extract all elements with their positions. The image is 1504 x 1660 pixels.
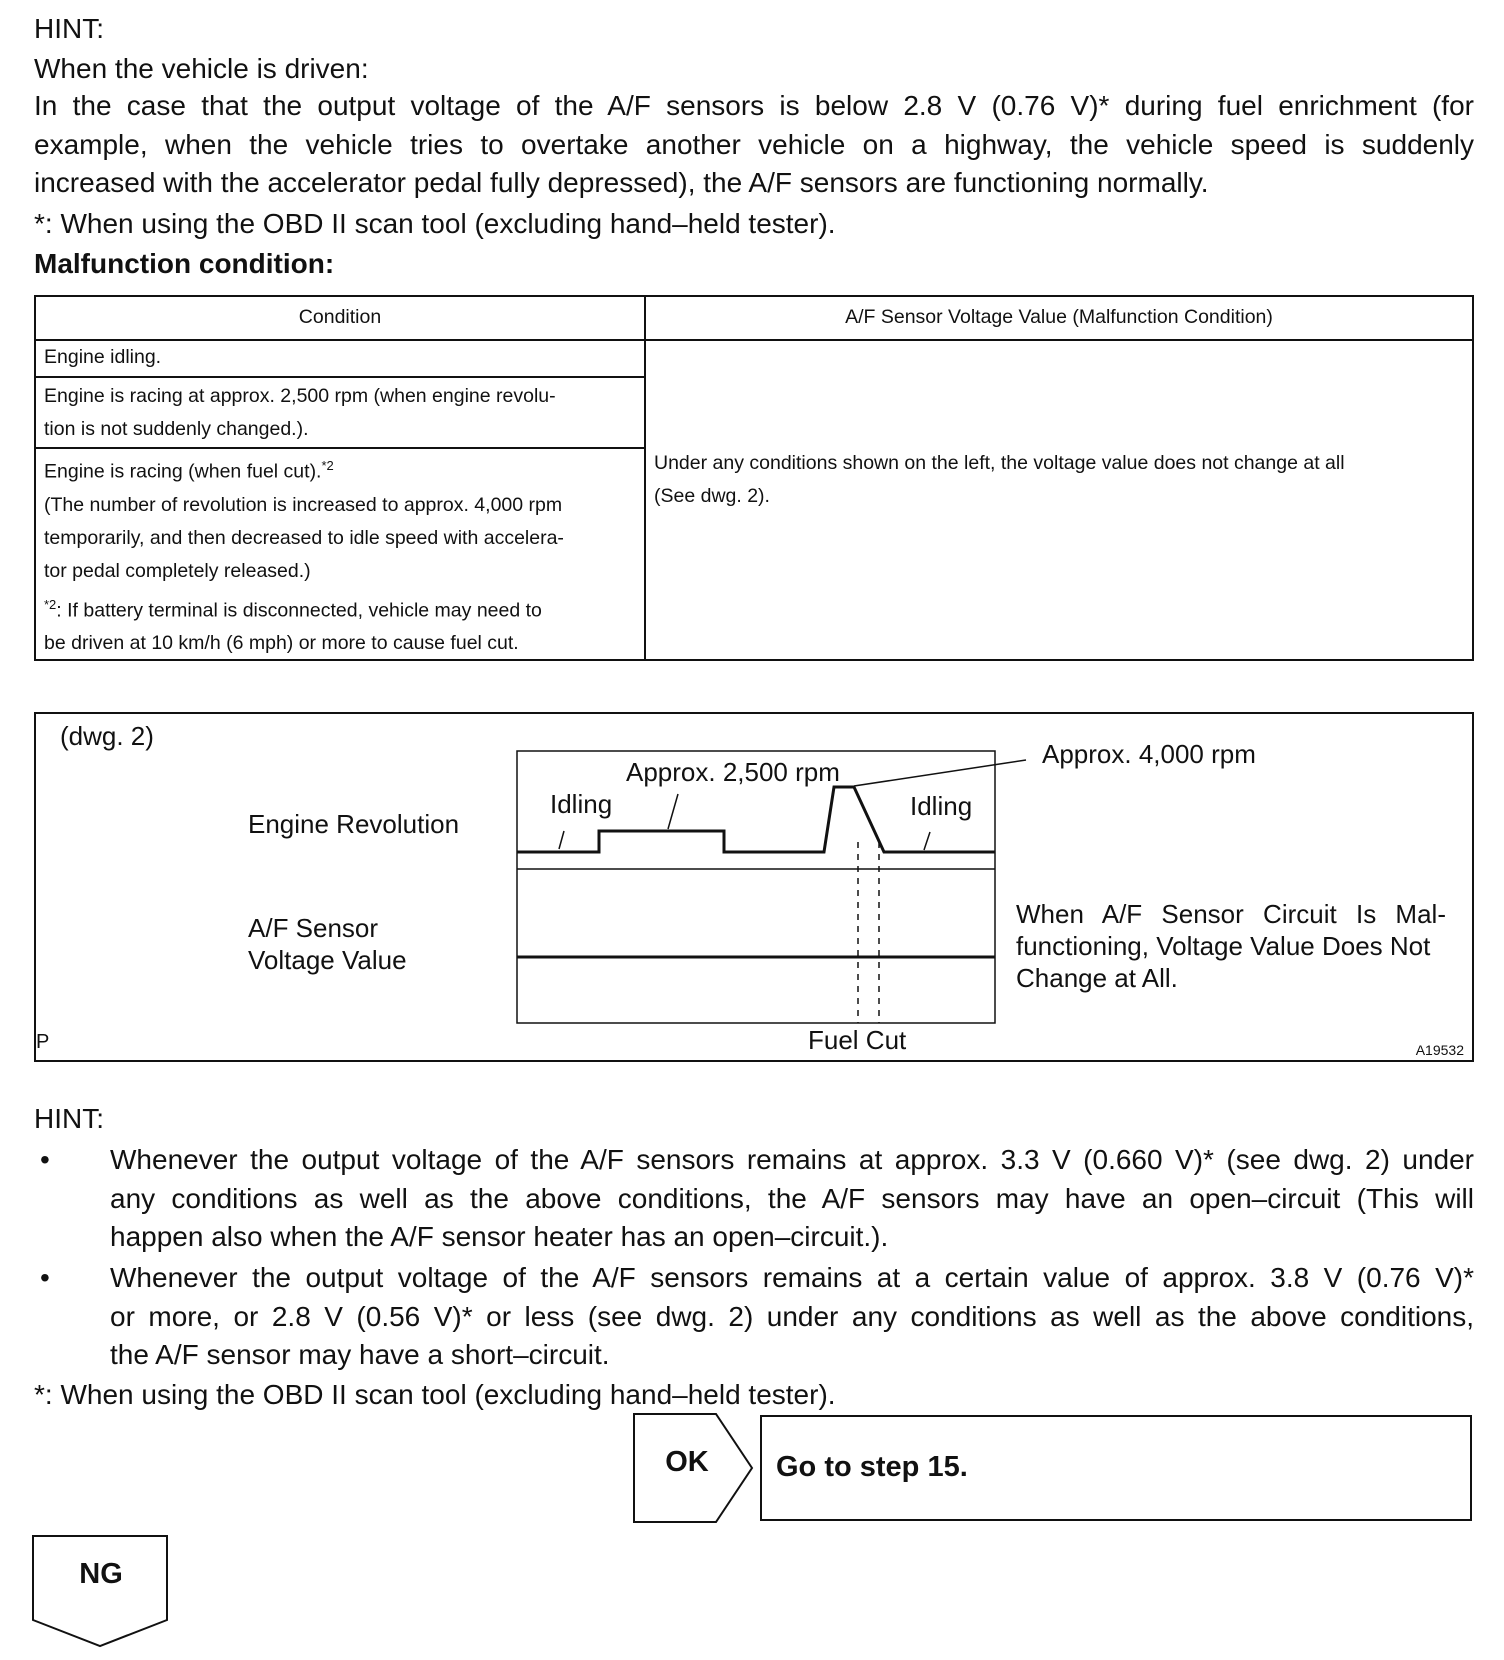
table-cell-racing-2500 (44, 380, 640, 446)
drawing-figure (34, 712, 1474, 1062)
table-cell-line: Engine is racing at approx. 2,500 rpm (when engine revolu- (44, 385, 556, 407)
table-cell-idling: Engine idling. (44, 346, 162, 368)
table-divider (644, 297, 646, 659)
hint-bullet-line: Whenever the output voltage of the A/F sensors remains at approx. 3.3 V (0.660 V)* (see dwg. 2) under (110, 1144, 1474, 1175)
hint-bullet-line: Whenever the output voltage of the A/F sensors remains at a certain value of approx. 3.8 V (0.76 V)* (110, 1262, 1474, 1293)
hint-bullet-line: happen also when the A/F sensor heater has an open–circuit.). (110, 1221, 889, 1252)
hint-subheading: When the vehicle is driven: (34, 53, 369, 84)
leader-idling-left (559, 831, 564, 849)
table-header-rule (36, 339, 1472, 341)
ng-arrow-shape (31, 1534, 171, 1654)
superscript-mark: *2 (321, 458, 334, 473)
table-cell-text: : If battery terminal is disconnected, vehicle may need to (56, 599, 542, 621)
table-cell-line: tion is not suddenly changed.). (44, 418, 309, 440)
malfunction-note-line: Change at All. (1016, 963, 1178, 993)
table-header-condition: Condition (298, 306, 382, 328)
table-cell-line: be driven at 10 km/h (6 mph) or more to cause fuel cut. (44, 632, 519, 654)
hint-label: HINT: (34, 13, 104, 44)
hint2-label: HINT: (34, 1103, 104, 1134)
hint-bullet-text (110, 1141, 1474, 1257)
approx-2500-label: Approx. 2,500 rpm (626, 757, 840, 787)
engine-revolution-label: Engine Revolution (248, 809, 460, 839)
table-cell-line (44, 449, 640, 489)
hint-paragraph-line: increased with the accelerator pedal fully depressed), the A/F sensors are functioning normally. (34, 167, 1209, 198)
ok-button[interactable]: OK (665, 1446, 709, 1478)
superscript-mark: *2 (44, 596, 57, 612)
table-cell-line: Under any conditions shown on the left, the voltage value does not change at all (654, 452, 1345, 474)
hint-paragraph (34, 87, 1474, 203)
table-cell-line: tor pedal completely released.) (44, 559, 311, 582)
table-cell-fuel-cut (44, 449, 640, 660)
idling-left-label: Idling (550, 789, 613, 819)
idling-right-label: Idling (910, 791, 973, 821)
table-cell-voltage-value (654, 447, 1466, 513)
bullet-marker: • (40, 1262, 50, 1293)
leader-2500 (668, 794, 678, 829)
hint-bullet-line: any conditions as well as the above conditions, the A/F sensors may have an open–circuit (This will (110, 1182, 1474, 1214)
table-cell-line: (The number of revolution is increased to approx. 4,000 rpm (44, 493, 563, 516)
table-cell-line (44, 588, 640, 628)
fuel-cut-label: Fuel Cut (808, 1025, 907, 1055)
leader-4000 (854, 760, 1026, 786)
leader-idling-right (924, 832, 930, 850)
table-row-rule (36, 376, 644, 378)
hint-bullet-text (110, 1259, 1474, 1375)
ok-action-text: Go to step 15. (776, 1451, 968, 1483)
malfunction-table (34, 295, 1474, 661)
af-sensor-label-line: A/F Sensor (248, 913, 379, 943)
malfunction-note (1016, 898, 1446, 994)
hint-bullet-line: or more, or 2.8 V (0.56 V)* or less (see dwg. 2) under any conditions as well as the above conditions, (110, 1300, 1474, 1332)
ok-action-box (760, 1415, 1472, 1521)
bullet-marker: • (40, 1144, 50, 1175)
table-header-voltage: A/F Sensor Voltage Value (Malfunction Condition) (845, 306, 1273, 328)
malfunction-note-line: functioning, Voltage Value Does Not (1016, 931, 1431, 961)
af-sensor-label-line: Voltage Value (248, 945, 407, 975)
malfunction-title: Malfunction condition: (34, 248, 335, 279)
page-marker: P (36, 1031, 50, 1053)
hint-bullet-line: the A/F sensor may have a short–circuit. (110, 1339, 610, 1370)
hint-paragraph-line: In the case that the output voltage of the A/F sensors is below 2.8 V (0.76 V)* during fuel enrichment (for (34, 90, 1474, 121)
table-cell-text: Engine is racing (when fuel cut). (44, 460, 322, 483)
hint2-footnote: *: When using the OBD II scan tool (excluding hand–held tester). (34, 1379, 836, 1410)
approx-4000-label: Approx. 4,000 rpm (1042, 739, 1256, 769)
hint-footnote: *: When using the OBD II scan tool (excluding hand–held tester). (34, 208, 836, 239)
drawing-caption: (dwg. 2) (60, 721, 154, 751)
table-cell-line: temporarily, and then decreased to idle speed with accelera- (44, 526, 564, 549)
figure-id: A19532 (1415, 1042, 1464, 1058)
hint-paragraph-line: example, when the vehicle tries to overtake another vehicle on a highway, the vehicle speed is suddenly (34, 128, 1474, 160)
malfunction-note-line: When A/F Sensor Circuit Is Mal- (1016, 899, 1446, 929)
ng-button[interactable]: NG (79, 1558, 123, 1590)
table-cell-line: (See dwg. 2). (654, 485, 770, 507)
